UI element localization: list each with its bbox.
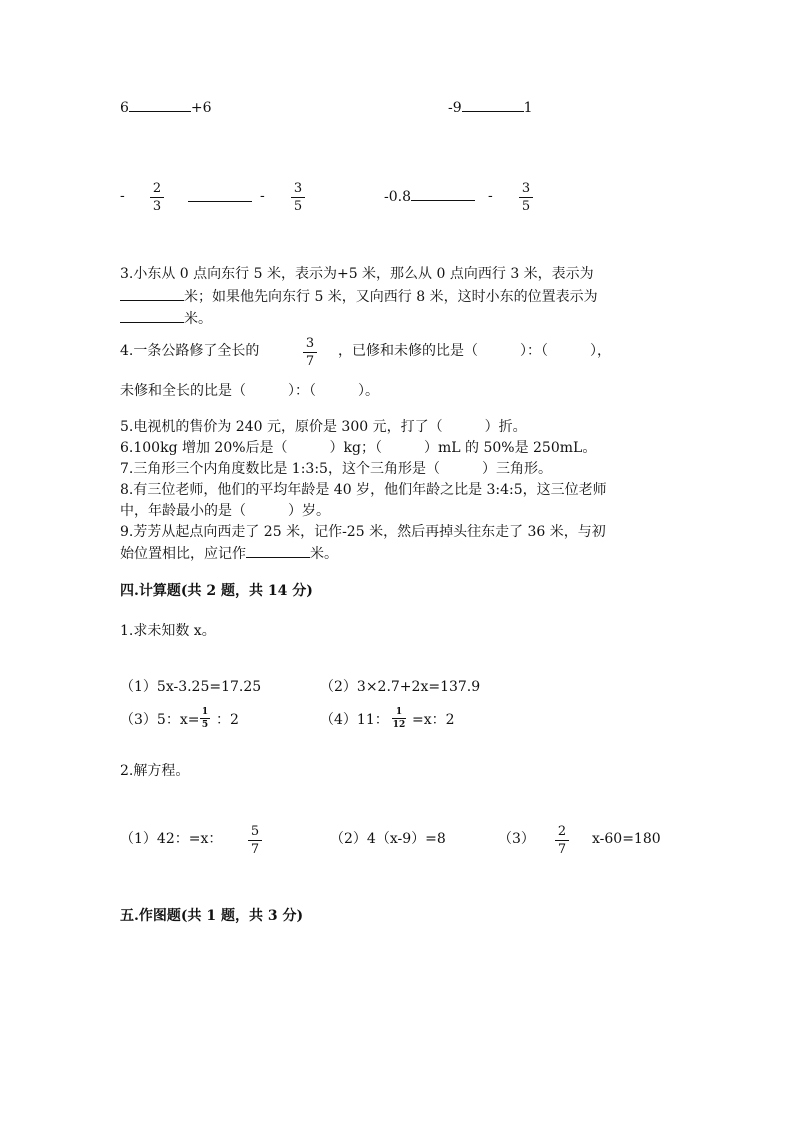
- fraction-bar: [150, 197, 164, 198]
- fraction-bar: [555, 840, 569, 841]
- question-4-text-after: ，已修和未修的比是（ ）：（ ），: [338, 343, 611, 359]
- numerator: 3: [521, 181, 531, 196]
- denominator: 5: [293, 199, 303, 214]
- fraction-three-sevenths: [303, 336, 317, 369]
- question-3-line-1: 3.小东从 0 点向东行 5 米，表示为+5 米，那么从 0 点向西行 3 米，表示为: [120, 266, 594, 282]
- solve-1-before: （1）42：=x：: [120, 831, 223, 847]
- fraction-one-fifth: [200, 707, 210, 730]
- fraction-one-twelfth: [392, 707, 406, 730]
- denominator: 5: [521, 199, 531, 214]
- denominator: 7: [250, 842, 260, 857]
- minus-sign: -: [120, 188, 125, 204]
- numerator: 5: [250, 824, 260, 839]
- question-3-line-2: [120, 287, 598, 306]
- question-3-line-3: [120, 309, 212, 328]
- decimal-value: -0.8: [384, 189, 411, 205]
- numerator: 2: [152, 181, 162, 196]
- answer-blank[interactable]: [129, 98, 191, 112]
- compare-right: +6: [190, 100, 212, 116]
- fraction-two-thirds: [150, 181, 164, 214]
- denominator: 7: [557, 842, 567, 857]
- question-8-line-2: 中，年龄最小的是（ ）岁。: [120, 503, 330, 519]
- equation-4-before: （4）11：: [320, 712, 389, 728]
- equation-3-after: ：2: [216, 712, 239, 728]
- answer-blank[interactable]: [120, 309, 184, 323]
- question-6: 6.100kg 增加 20%后是（ ）kg；（ ）mL 的 50%是 250mL。: [120, 440, 597, 456]
- question-text: 米。: [184, 311, 212, 327]
- compare-left: -9: [448, 100, 462, 116]
- solve-3-after: x-60=180: [592, 831, 661, 847]
- equation-2: （2）3×2.7+2x=137.9: [320, 679, 481, 695]
- numerator: 2: [557, 824, 567, 839]
- compare-left: 6: [120, 100, 129, 116]
- equation-4-after: =x：2: [412, 712, 455, 728]
- solve-2: （2）4（x-9）=8: [330, 831, 446, 847]
- minus-sign: -: [260, 188, 265, 204]
- question-text: 始位置相比，应记作: [120, 546, 246, 562]
- denominator: 7: [305, 354, 315, 369]
- question-9-line-2: [120, 544, 338, 563]
- numerator: 1: [201, 707, 209, 717]
- fraction-bar: [291, 197, 305, 198]
- fraction-three-fifths: [519, 181, 533, 214]
- fraction-bar: [248, 840, 262, 841]
- section-5-title: 五.作图题(共 1 题，共 3 分): [120, 908, 304, 924]
- section-4-problem-1-title: 1.求未知数 x。: [120, 623, 216, 639]
- section-4-problem-2-title: 2.解方程。: [120, 763, 190, 779]
- question-7: 7.三角形三个内角度数比是 1:3:5，这个三角形是（ ）三角形。: [120, 461, 552, 477]
- numerator: 3: [293, 181, 303, 196]
- question-4-line-2: 未修和全长的比是（ ）：（ ）。: [120, 383, 379, 399]
- compare-item-1: [120, 98, 212, 117]
- denominator: 12: [392, 720, 406, 730]
- numerator: 3: [305, 336, 315, 351]
- answer-blank[interactable]: [462, 98, 524, 112]
- question-text: 米。: [310, 546, 338, 562]
- compare-item-2: [448, 98, 533, 117]
- question-5: 5.电视机的售价为 240 元，原价是 300 元，打了（ ）折。: [120, 419, 527, 435]
- fraction-bar: [200, 718, 210, 719]
- answer-blank[interactable]: [120, 287, 184, 301]
- fraction-five-sevenths: [248, 824, 262, 857]
- answer-blank[interactable]: [246, 544, 310, 558]
- equation-3-before: （3）5：x=: [120, 712, 200, 728]
- section-4-title: 四.计算题(共 2 题，共 14 分): [120, 583, 313, 599]
- numerator: 1: [395, 707, 403, 717]
- fraction-bar: [519, 197, 533, 198]
- question-text: 米；如果他先向东行 5 米，又向西行 8 米，这时小东的位置表示为: [184, 289, 598, 305]
- question-8-line-1: 8.有三位老师，他们的平均年龄是 40 岁，他们年龄之比是 3:4:5，这三位老师: [120, 482, 607, 498]
- fraction-bar: [303, 352, 317, 353]
- answer-blank[interactable]: [411, 187, 475, 201]
- fraction-bar: [392, 718, 406, 719]
- minus-sign: -: [488, 188, 493, 204]
- fraction-three-fifths: [291, 181, 305, 214]
- compare-right: 1: [523, 100, 533, 116]
- fraction-two-sevenths: [555, 824, 569, 857]
- answer-blank[interactable]: [188, 188, 252, 202]
- equation-1: （1）5x-3.25=17.25: [120, 679, 262, 695]
- question-4-text-before: 4.一条公路修了全长的: [120, 343, 260, 359]
- compare-decimal: [384, 187, 475, 206]
- denominator: 3: [152, 199, 162, 214]
- question-9-line-1: 9.芳芳从起点向西走了 25 米，记作-25 米，然后再掉头往东走了 36 米，与初: [120, 524, 606, 540]
- solve-3-before: （3）: [498, 831, 535, 847]
- denominator: 5: [201, 720, 209, 730]
